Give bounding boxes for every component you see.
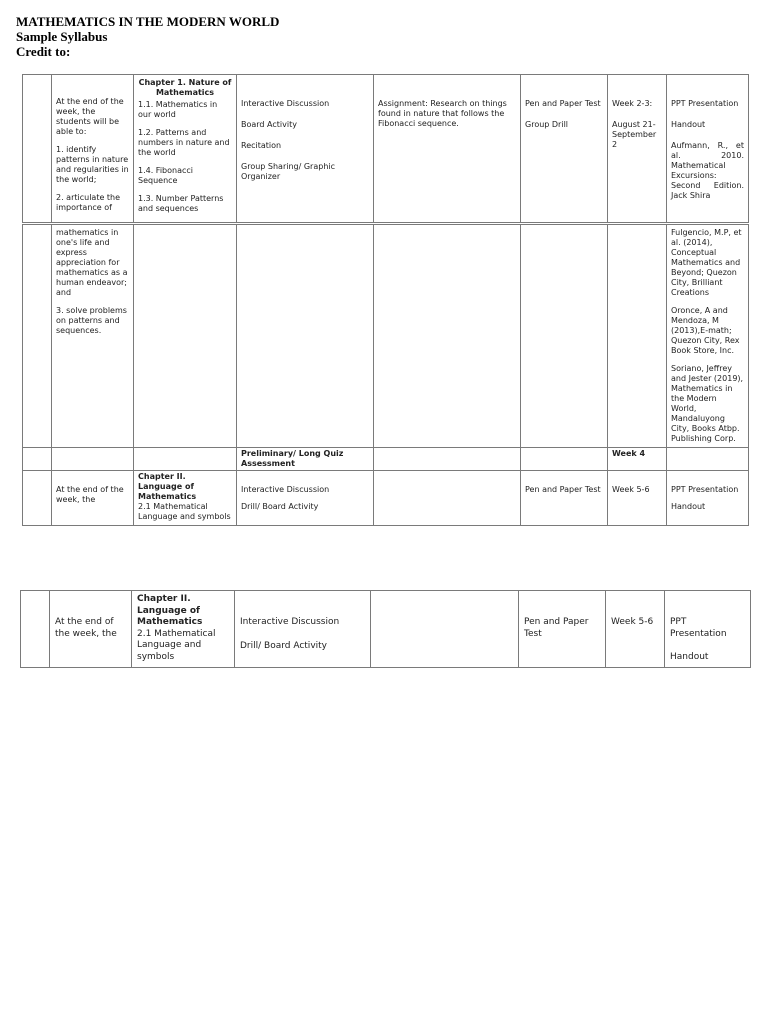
topics-cell: [134, 75, 237, 223]
activity: Interactive Discussion: [241, 99, 330, 108]
activity: Interactive Discussion: [241, 485, 330, 494]
resource: Handout: [670, 652, 709, 662]
assessment-cell: [521, 75, 608, 223]
topic-1-3: 1.3. Number Patterns and sequences: [138, 194, 224, 213]
blank-cell: [371, 591, 519, 668]
learning-outcomes-cell: [52, 471, 134, 526]
resource: Handout: [671, 120, 706, 129]
table-row: [23, 471, 749, 526]
topics-cell: [134, 471, 237, 526]
resource: Fulgencio, M.P, et al. (2014), Conceptual Mathematics and Beyond; Quezon City, Brilliant Creations: [671, 228, 742, 297]
outcome-1: 1. identify patterns in nature and regularities in the world;: [56, 145, 129, 184]
blank-cell: [134, 448, 237, 471]
assessment-item: Group Drill: [525, 120, 569, 129]
resource: PPT Presentation: [671, 485, 739, 494]
week-dates: August 21- September 2: [612, 120, 657, 149]
activity: Interactive Discussion: [240, 617, 340, 627]
resource: Aufmann, R., et al. 2010. Mathematical Excursions: Second Edition. Jack Shira: [671, 141, 744, 200]
chapter-title: Chapter 1. Nature of Mathematics: [138, 78, 232, 97]
blank-cell: [23, 225, 52, 448]
blank-cell: [374, 471, 521, 526]
blank-cell: [52, 448, 134, 471]
blank-cell: [374, 448, 521, 471]
blank-cell: [374, 225, 521, 448]
table-row: [23, 448, 749, 471]
blank-cell: [23, 75, 52, 223]
week-cell: [608, 471, 667, 526]
blank-cell: [521, 225, 608, 448]
resource: PPT Presentation: [670, 617, 727, 639]
blank-cell: [608, 225, 667, 448]
week-cell: [608, 75, 667, 223]
learning-outcomes-cell: [50, 591, 132, 668]
assessment-cell: [519, 591, 606, 668]
assignment-text: Assignment: Research on things found in nature that follows the Fibonacci sequence.: [378, 99, 507, 128]
week-label: Week 2-3:: [612, 99, 653, 108]
prelim-assessment-label: Preliminary/ Long Quiz Assessment: [237, 448, 374, 471]
resource: Soriano, Jeffrey and Jester (2019), Mathematics in the Modern World, Mandaluyong City, Books Atbp. Publishing Corp.: [671, 364, 744, 443]
syllabus-subtitle: Sample Syllabus: [16, 29, 108, 44]
learning-outcomes-cell: [52, 225, 134, 448]
assignment-cell: [374, 75, 521, 223]
table-row: [21, 591, 751, 668]
week-cell: [606, 591, 665, 668]
assessment-item: Pen and Paper Test: [525, 485, 601, 494]
learning-outcomes-cell: [52, 75, 134, 223]
resources-cell: [667, 225, 749, 448]
outcome-text: At the end of the week, the: [55, 617, 117, 639]
activities-cell: [237, 75, 374, 223]
week-label: Week 5-6: [611, 617, 654, 627]
table-row: [23, 75, 749, 223]
document-header: [16, 14, 279, 59]
resource: PPT Presentation: [671, 99, 739, 108]
chapter-title: Chapter II. Language of Mathematics: [138, 472, 197, 501]
assessment-item: Pen and Paper Test: [525, 99, 601, 108]
resources-cell: [667, 75, 749, 223]
week-label: Week 5-6: [612, 485, 650, 494]
resource: Oronce, A and Mendoza, M (2013),E-math; Quezon City, Rex Book Store, Inc.: [671, 306, 740, 355]
syllabus-table-part-3: [20, 590, 751, 668]
table-row: [23, 225, 749, 448]
blank-cell: [23, 448, 52, 471]
resources-cell: [667, 471, 749, 526]
blank-cell: [667, 448, 749, 471]
topic-1-1: 1.1. Mathematics in our world: [138, 100, 218, 119]
outcome-text: At the end of the week, the: [56, 485, 124, 504]
topic-2-1: 2.1 Mathematical Language and symbols: [138, 502, 231, 521]
topics-cell: [132, 591, 235, 668]
outcome-3: 3. solve problems on patterns and sequences.: [56, 306, 127, 335]
activity: Drill/ Board Activity: [241, 502, 319, 511]
activity: Drill/ Board Activity: [240, 640, 327, 651]
topic-1-4: 1.4. Fibonacci Sequence: [138, 166, 194, 185]
activity: Board Activity: [241, 120, 297, 129]
course-title: MATHEMATICS IN THE MODERN WORLD: [16, 14, 280, 29]
blank-cell: [237, 225, 374, 448]
activity: Recitation: [241, 141, 282, 150]
assessment-item: Pen and Paper Test: [524, 617, 589, 639]
chapter-title: Chapter II. Language of Mathematics: [137, 594, 203, 627]
outcome-intro: At the end of the week, the students will be able to:: [56, 97, 124, 136]
syllabus-table-part-1: [22, 74, 749, 223]
activities-cell: [237, 471, 374, 526]
blank-cell: [134, 225, 237, 448]
syllabus-table-part-2: [22, 224, 749, 526]
blank-cell: [521, 448, 608, 471]
topic-1-2: 1.2. Patterns and numbers in nature and the world: [138, 128, 230, 157]
activities-cell: [235, 591, 371, 668]
credit-line: Credit to:: [16, 44, 71, 59]
blank-cell: [21, 591, 50, 668]
assessment-cell: [521, 471, 608, 526]
outcome-2: 2. articulate the importance of: [56, 193, 121, 212]
outcome-2-cont: mathematics in one's life and express appreciation for mathematics as a human endeavor; and: [56, 228, 128, 297]
activity: Group Sharing/ Graphic Organizer: [241, 162, 336, 181]
topic-2-1: 2.1 Mathematical Language and symbols: [137, 628, 216, 662]
resource: Handout: [671, 502, 706, 511]
resources-cell: [665, 591, 751, 668]
blank-cell: [23, 471, 52, 526]
prelim-week: Week 4: [608, 448, 667, 471]
